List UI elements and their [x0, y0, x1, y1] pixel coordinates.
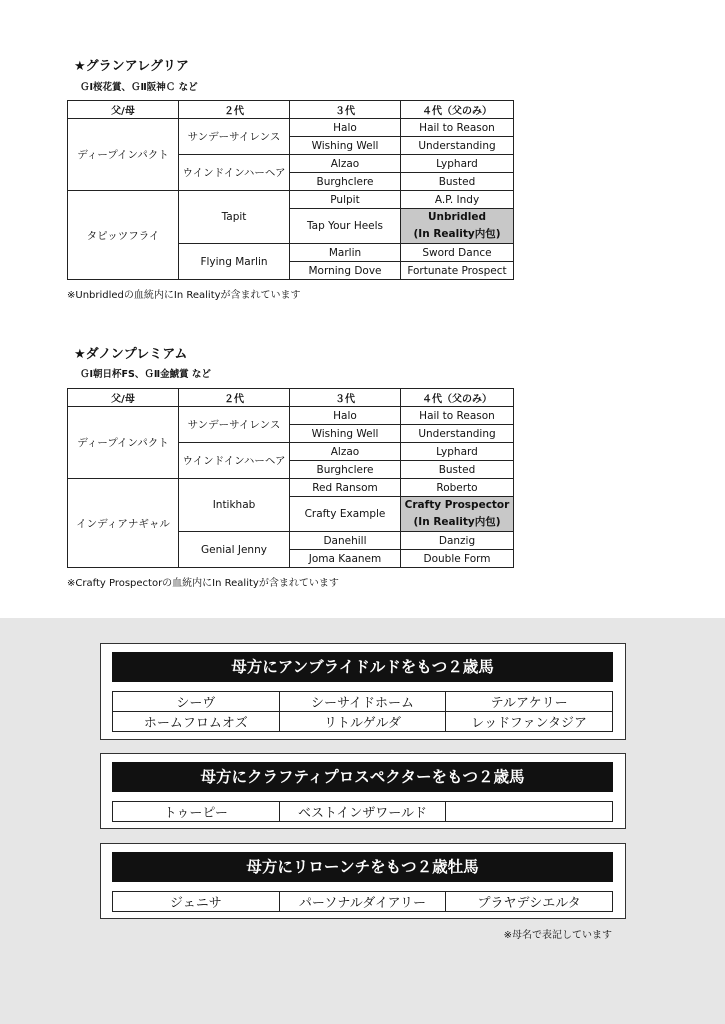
pedigree-table [67, 388, 514, 568]
header-gen3: ３代 [290, 389, 401, 407]
gen3-cell: Halo [290, 407, 401, 425]
gen4-cell: Busted [401, 461, 514, 479]
horse-name [446, 802, 613, 822]
dam-sire: Tapit [179, 191, 290, 244]
sire-sire: サンデーサイレンス [179, 119, 290, 155]
horse-name: ホームフロムオズ [113, 712, 280, 732]
horse-title: ★グランアレグリア [74, 59, 189, 74]
box-relaunch [100, 843, 626, 919]
names-table [112, 801, 613, 822]
gen4-cell: Sword Dance [401, 244, 514, 262]
gen4-cell: Understanding [401, 137, 514, 155]
gen4-cell: Hail to Reason [401, 407, 514, 425]
dam: インディアナギャル [68, 479, 179, 568]
horse-name: リトルゲルダ [279, 712, 446, 732]
horse-name: シーヴ [113, 692, 280, 712]
horse-name: シーサイドホーム [279, 692, 446, 712]
horse-name: ジェニサ [113, 892, 280, 912]
gen3-cell: Joma Kaanem [290, 550, 401, 568]
race-wins: ＧⅠ朝日杯FS、ＧⅡ金鯱賞 など [80, 369, 211, 380]
gen3-cell: Marlin [290, 244, 401, 262]
header-parent: 父/母 [68, 389, 179, 407]
gen4-cell: Lyphard [401, 443, 514, 461]
box-crafty-prospector [100, 753, 626, 829]
gen3-cell: Danehill [290, 532, 401, 550]
horse-name: プラヤデシエルタ [446, 892, 613, 912]
gen3-cell: Wishing Well [290, 137, 401, 155]
box-unbridled [100, 643, 626, 740]
highlighted-ancestor-note: (In Reality内包) [413, 228, 501, 240]
gen4-cell: Double Form [401, 550, 514, 568]
highlighted-ancestor [401, 209, 514, 244]
gen3-cell: Halo [290, 119, 401, 137]
gen3-cell: Morning Dove [290, 262, 401, 280]
sire-dam: ウインドインハーヘア [179, 155, 290, 191]
gen3-cell: Burghclere [290, 461, 401, 479]
highlighted-ancestor-name: Unbridled [427, 211, 487, 223]
sire: ディープインパクト [68, 119, 179, 191]
gen4-cell: Danzig [401, 532, 514, 550]
gen4-cell: Lyphard [401, 155, 514, 173]
gen4-cell: Busted [401, 173, 514, 191]
gen4-cell: Understanding [401, 425, 514, 443]
race-wins: ＧⅠ桜花賞、ＧⅡ阪神Ｃ など [80, 82, 198, 93]
horse-title: ★ダノンプレミアム [74, 347, 188, 362]
footer-note: ※母名で表記しています [503, 930, 612, 941]
pedigree-note: ※Crafty Prospectorの血統内にIn Realityが含まれています [67, 578, 339, 589]
names-table [112, 891, 613, 912]
gen3-cell: Pulpit [290, 191, 401, 209]
highlighted-ancestor-note: (In Reality内包) [413, 516, 501, 528]
gen3-cell: Tap Your Heels [290, 209, 401, 244]
highlighted-ancestor-name: Crafty Prospector [404, 499, 510, 511]
header-gen4: ４代（父のみ） [401, 101, 514, 119]
box-title: 母方にクラフティプロスペクターをもつ２歳馬 [112, 762, 613, 792]
gen3-cell: Alzao [290, 155, 401, 173]
horse-name: テルアケリー [446, 692, 613, 712]
horse-name: レッドファンタジア [446, 712, 613, 732]
horse-name: パーソナルダイアリー [279, 892, 446, 912]
sire: ディープインパクト [68, 407, 179, 479]
gen4-cell: Fortunate Prospect [401, 262, 514, 280]
gen4-cell: Roberto [401, 479, 514, 497]
highlighted-ancestor [401, 497, 514, 532]
header-gen2: ２代 [179, 101, 290, 119]
dam-sire: Intikhab [179, 479, 290, 532]
gen3-cell: Wishing Well [290, 425, 401, 443]
gen4-cell: Hail to Reason [401, 119, 514, 137]
header-gen2: ２代 [179, 389, 290, 407]
horse-name: トゥーピー [113, 802, 280, 822]
header-gen3: ３代 [290, 101, 401, 119]
sire-dam: ウインドインハーヘア [179, 443, 290, 479]
dam: タピッツフライ [68, 191, 179, 280]
gen3-cell: Alzao [290, 443, 401, 461]
box-title: 母方にリローンチをもつ２歳牡馬 [112, 852, 613, 882]
gen4-cell: A.P. Indy [401, 191, 514, 209]
header-parent: 父/母 [68, 101, 179, 119]
sire-sire: サンデーサイレンス [179, 407, 290, 443]
names-table [112, 691, 613, 732]
box-title: 母方にアンブライドルドをもつ２歳馬 [112, 652, 613, 682]
dam-dam: Genial Jenny [179, 532, 290, 568]
pedigree-note: ※Unbridledの血統内にIn Realityが含まれています [67, 290, 301, 301]
gen3-cell: Burghclere [290, 173, 401, 191]
dam-dam: Flying Marlin [179, 244, 290, 280]
gen3-cell: Red Ransom [290, 479, 401, 497]
header-gen4: ４代（父のみ） [401, 389, 514, 407]
gen3-cell: Crafty Example [290, 497, 401, 532]
pedigree-table [67, 100, 514, 280]
horse-name: ベストインザワールド [279, 802, 446, 822]
